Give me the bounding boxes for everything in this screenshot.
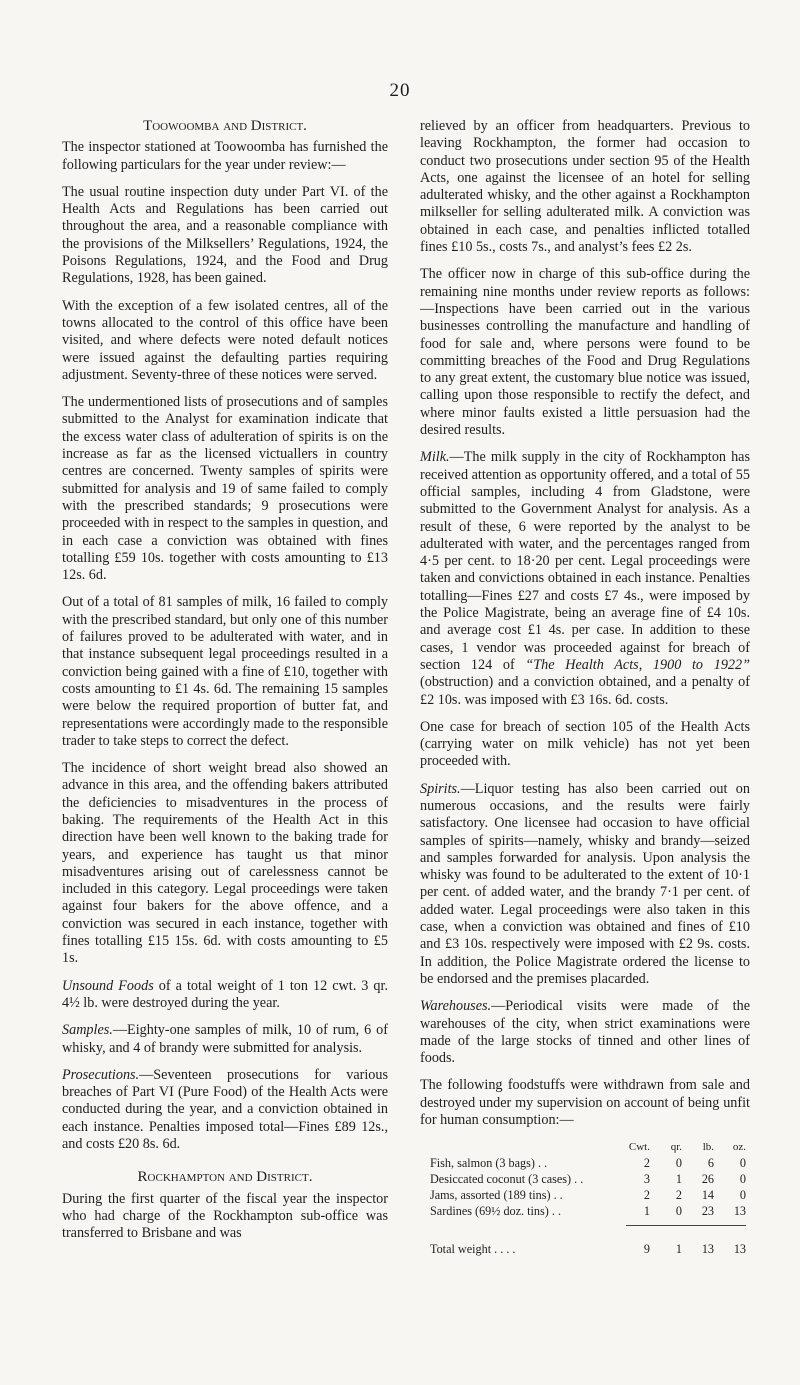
table-cell-item: Sardines (69½ doz. tins) . .: [430, 1204, 561, 1219]
table-rule-cell: [622, 1219, 750, 1227]
destroyed-foods-table: [420, 1139, 750, 1257]
paragraph: One case for breach of section 105 of the Health Acts (carrying water on milk vehicle) has not yet been proceeded with.: [420, 718, 750, 770]
prosecutions-lead: Prosecutions.: [62, 1066, 140, 1083]
spirits-lead: Spirits.: [420, 780, 461, 797]
paragraph: The inspector stationed at Toowoomba has furnished the following particulars for the year under review:—: [62, 139, 388, 173]
milk-paragraph: [420, 449, 750, 708]
table-cell-total-qr: 1: [675, 1242, 682, 1257]
table-cell-total-oz: 13: [733, 1242, 746, 1257]
left-column: [62, 118, 388, 1253]
table-row: [420, 1187, 750, 1203]
unsound-foods-text: of a total weight of 1 ton 12 cwt. 3 qr. 4½ lb. were destroyed during the year.: [62, 977, 388, 1011]
paragraph: The usual routine inspection duty under Part VI. of the Health Acts and Regulations has been carried out throughout the area, and a reasonable compliance with the provisions of the Milksellers’ Regulations, 1924, the Poisons Regulations, 1924, and the Food and Drug Regulations, 1928, has been gained.: [62, 183, 388, 287]
table-cell-total-cwt: 9: [643, 1242, 650, 1257]
milk-text-cont: (obstruction) and a conviction obtained, and a penalty of £2 10s. was imposed with £3 16s. 6d. costs.: [420, 674, 750, 708]
paragraph: relieved by an officer from headquarters. Previous to leaving Rockhampton, the former had occasion to conduct two prosecutions under section 95 of the Health Acts, one against the licensee of an hotel for selling adulterated whisky, and the other against a Rockhampton milkseller for selling adulterated milk. A conviction was obtained in each case, and penalties inflicted totalled fines £10 5s., costs 7s., and analyst’s fees £2 2s.: [420, 118, 750, 256]
table-cell-total-lb: 13: [701, 1242, 714, 1257]
page-number: 20: [389, 80, 411, 101]
table-cell-oz: 0: [739, 1172, 746, 1187]
table-cell-total-label: Total weight . . . .: [430, 1242, 516, 1257]
table-total-row: [420, 1227, 750, 1258]
table-cell-oz: 13: [733, 1204, 746, 1219]
table-row: [420, 1203, 750, 1219]
table-cell-qr: 1: [675, 1172, 682, 1187]
table-cell-oz: 0: [739, 1188, 746, 1203]
table-rule-spacer: [420, 1219, 622, 1227]
prosecutions-paragraph: [62, 1067, 388, 1153]
paragraph: Out of a total of 81 samples of milk, 16 failed to comply with the prescribed standard, but only one of this number of failures proved to be adulterated with water, and in that instance subsequent legal proceedings resulted in a conviction being gained with a fine of £10, together with costs amounting to £1 4s. 6d. The remaining 15 samples were below the required proportion of butter fat, and representations were accordingly made to the responsible trader to take steps to correct the defect.: [62, 594, 388, 749]
samples-lead: Samples.: [62, 1022, 113, 1039]
paragraph: With the exception of a few isolated centres, all of the towns allocated to the control of this office have been visited, and where defects were noted default notices were issued against the defaulting parties requiring adjustment. Seventy-three of these notices were served.: [62, 297, 388, 383]
table-cell-lb: 14: [701, 1188, 714, 1203]
milk-text: —The milk supply in the city of Rockhampton has received attention as opportunity offered, and a total of 55 official samples, including 4 from Gladstone, were submitted to the Government Analyst for analysis. As a result of these, 6 were reported by the analyst to be adulterated with water, and the percentages ranged from 4·5 per cent. to 18·20 per cent. Legal proceedings were taken and convictions obtained in each instance. Penalties totalling—Fines £27 and costs £7 4s., were imposed by the Police Magistrate, being an average fine of £4 10s. and average cost £1 4s. per case. In addition to these cases, 1 vendor was proceeded against for breach of section 124 of: [420, 449, 750, 673]
table-cell-qr: 0: [675, 1204, 682, 1219]
paragraph: The officer now in charge of this sub-office during the remaining nine months under review reports as follows:—Inspections have been carried out in the various businesses controlling the manufacture and handling of food for sale and, where persons were found to be committing breaches of the Food and Drug Regulations to any great extent, the customary blue notice was issued, calling upon those responsible to rectify the defect, and where minor faults existed a little persuasion had the desired results.: [420, 266, 750, 439]
paragraph: During the first quarter of the fiscal year the inspector who had charge of the Rockhampton sub-office was transferred to Brisbane and was: [62, 1190, 388, 1242]
unsound-foods-lead: Unsound Foods: [62, 977, 154, 994]
spirits-text: —Liquor testing has also been carried out on numerous occasions, and the results were fairly satisfactory. One licensee had occasion to have official samples of spirits—namely, whisky and brandy—seized and samples forwarded for analysis. Upon analysis the whisky was found to be adulterated to the extent of 10·1 per cent. of added water, and the brandy 7·1 per cent. of added water. Legal proceedings were also taken in this case, when a conviction was obtained and fines of £10 and £3 10s. respectively were imposed with £2 9s. costs. In addition, the Police Magistrate ordered the license to be endorsed and the premises placarded.: [420, 780, 750, 987]
table-cell-item: Fish, salmon (3 bags) . .: [430, 1156, 548, 1171]
table-cell-lb: 6: [707, 1156, 714, 1171]
table-cell-lb: 26: [701, 1172, 714, 1187]
table-rule-row: [420, 1219, 750, 1227]
rockhampton-heading: Rockhampton and District.: [137, 1169, 313, 1186]
table-header-oz: oz.: [732, 1141, 746, 1154]
samples-text: —Eighty-one samples of milk, 10 of rum, 6 of whisky, and 4 of brandy were submitted for analysis.: [62, 1022, 388, 1056]
samples-paragraph: [62, 1022, 388, 1057]
table-cell-cwt: 3: [643, 1172, 650, 1187]
spirits-paragraph: [420, 781, 750, 989]
table-row: [420, 1171, 750, 1187]
table-row: [420, 1155, 750, 1171]
health-acts-title: “The Health Acts, 1900 to 1922”: [525, 656, 750, 673]
table-cell-cwt: 1: [643, 1204, 650, 1219]
unsound-foods-paragraph: [62, 978, 388, 1013]
table-header-lb: lb.: [702, 1141, 714, 1154]
table-header-cwt: Cwt.: [628, 1141, 650, 1154]
table-cell-oz: 0: [739, 1156, 746, 1171]
warehouses-paragraph: [420, 998, 750, 1067]
table-header-item: [420, 1139, 622, 1155]
table-cell-item: Jams, assorted (189 tins) . .: [430, 1188, 563, 1203]
table-cell-qr: 2: [675, 1188, 682, 1203]
paragraph: The incidence of short weight bread also showed an advance in this area, and the offending bakers attributed the deficiencies to misadventures in the process of baking. The requirements of the Health Act in this direction have been well known to the baking trade for years, and experience has taught us that minor misadventures arising out of carelessness cannot be included in this category. Legal proceedings were taken against four bakers for the above offence, and a conviction was secured in each instance, together with fines totalling £15 15s. 6d. with costs amounting to £5 1s.: [62, 760, 388, 967]
prosecutions-text: —Seventeen prosecutions for various breaches of Part VI (Pure Food) of the Health Acts were conducted during the year, and a conviction obtained in each instance. Penalties imposed total—Fines £89 12s., and costs £20 8s. 6d.: [62, 1066, 388, 1153]
table-cell-qr: 0: [675, 1156, 682, 1171]
table-cell-cwt: 2: [643, 1188, 650, 1203]
paragraph: The undermentioned lists of prosecutions and of samples submitted to the Analyst for examination indicate that the excess water class of adulteration of spirits is on the increase as far as the licensed victuallers in country centres are concerned. Twenty samples of spirits were submitted for analysis and 19 of same failed to comply with the prescribed standards; 9 prosecutions were proceeded with in respect to the samples in question, and in each case a conviction was obtained with fines totalling £59 10s. together with costs amounting to £13 12s. 6d.: [62, 394, 388, 584]
right-column: [420, 118, 750, 1257]
table-cell-lb: 23: [701, 1204, 714, 1219]
warehouses-lead: Warehouses.: [420, 998, 492, 1015]
milk-lead: Milk.: [420, 449, 450, 466]
table-cell-item: Desiccated coconut (3 cases) . .: [430, 1172, 584, 1187]
paragraph: The following foodstuffs were withdrawn from sale and destroyed under my supervision on account of being unfit for human consumption:—: [420, 1077, 750, 1129]
warehouses-text: —Periodical visits were made of the warehouses of the city, when strict examinations were made of the large stocks of tinned and other lines of foods.: [420, 998, 750, 1067]
table-cell-cwt: 2: [643, 1156, 650, 1171]
table-header-row: [420, 1139, 750, 1155]
toowoomba-heading: Toowoomba and District.: [143, 118, 307, 134]
table-header-qr: qr.: [670, 1141, 682, 1154]
